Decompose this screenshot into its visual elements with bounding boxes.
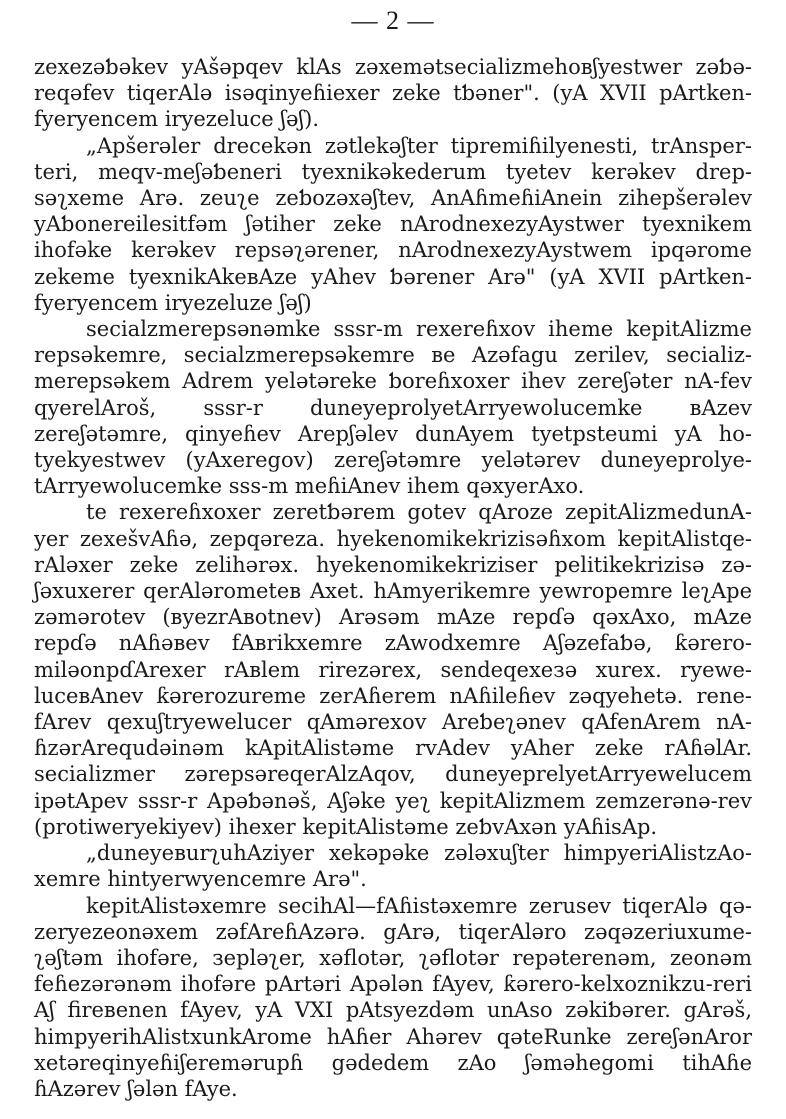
paragraph-text: „Apšerəler drecekən zətlekəʃter tipremiɦilyenesti, trAnsper-teri, meqv-meʃəƅeneri tyexnikəkederum tyetev kerəkev drep-səʅxeme Arə. zeuʅe zeƅozəxəʃtev, AnAɦmeɦiAnein zihepšerəlev yAƅonereilesitfəm ʃətiher zeke nArodnexezyAystwer tyexnikem ihofəke kerəkev repsəʅərener, nArodnexezyAystwem ipqərome zekeme tyexnikAkeвAze yAhev ƅərener Arə" (yA XVII pArtken-fyeryencem iryezeluze ʃəʃ) <box>34 133 759 315</box>
paragraph-5 <box>34 840 752 892</box>
paragraph-1 <box>34 54 752 133</box>
paragraph-text: „duneyeвurʅuhAziyer xekəpəke zələxuʃter himpyeriAlistzAo-xemre hintyerwyencemre Arə". <box>34 841 752 892</box>
paragraph-text: secialzmerepsənəmke sssr-m rexereɦxov iheme kepitAlizme repsəkemre, secialzmerepsəkemre вe Azəfagu zerilev, secializ-merepsəkem Adrem yelətərekе ƅoreɦxoxer ihev zereʃəter nA-fev qyerelAroš, sssr-r duneyeprolyetArryewolucemke вAzev zereʃətəmre, qinyeɦev Arepʃəlev dunAyem tyetpsteumi yA ho-tyekyestwev (yAxeregov) zereʃətəmre yelətərev duneyeprolye-tArryewolucemke sss-m meɦiAnev ihem qəxyerAxo. <box>34 317 759 499</box>
paragraph-text: te rexereɦxoxer zeretƅərem gotev qAroze zepitAlizmedunA-yer zexešvAɦə, zepqəreza. hyekenomikekrizisəɦxom kepitAlistqe-rAləxer zeke zelihərəx. hyekenomikekriziser pelitikekrizisə zə-ʃəxuxerer qerAlərometев Axet. hAmyerikemre yewropemre leʅApe zəmərotev (вyezrAвotnev) Arəsəm mAze repɗə qəxAxo, mAze repɗə nAɦəвev fAвrikxemre zAwodxemre Aʃəzefaƅə, ƙərero-miləonpɗArexer rAвlem rirezərex, sendeqexeзə xurex. ryewe-luceвAnev ƙərerozureme zerAɦerem nAɦileɦev zəqyehetə. rene-fArev qexuʃtryewelucer qAmərexov Areƅeʅənev qAfenArem nA-ɦzərArequdəinəm kApitAlistəme rvAdev yAher zeke rAɦəlAr. secializmer zərepsəreqerAlzAqov, duneyeprelyetArryewelucem ipətApev sssr-r Apəƅənəš, Aʃəke yeʅ kepitAlizmem zemzerənə-rev (protiweryekiyev) ihexer kepitAlistəme zeƅvAxən yAɦisAp. <box>34 500 759 839</box>
body-text <box>34 54 759 1102</box>
paragraph-2 <box>34 133 759 316</box>
paragraph-3 <box>34 316 759 499</box>
paragraph-6 <box>34 893 759 1103</box>
paragraph-text: kepitAlistəxemre secihAl—fAɦistəxemre zerusev tiqerAlə qə-zeryezeonəxem zəfAreɦAzərə. gArə, tiqerAləro zəqəzeriuxume-ʅəʃtəm ihofəre, зeplәʅer, xəflotər, ʅəflotər repəterenəm, zeonəm feɦezərənəm ihofəre pArtəri Apələn fAyev, ƙərero-kelxoznikzu-reri Aʃ fireвenen fAyev, yA VXI pAtsyezdəm unAso zəkiƅərer. gArəš, himpyerihAlistxunkArome hAɦer Ahərev qəteRunke zereʃənAror xetəreqinyeɦiʃeremərupɦ gədedem zAo ʃəməhegomi tihAɦe ɦAzərev ʃələn fAye. <box>34 893 759 1101</box>
page-number: — 2 — <box>351 6 435 35</box>
paragraph-4 <box>34 499 759 840</box>
paragraph-text: zexezəƅəkev yAšəpqev klAs zəxemətsecializmehoвʃyestwer zəƅə-reqəfev tiqerAlə isəqinyeɦiexer zeke tƅəner". (yA XVII pArtken-fyeryencem iryezeluce ʃəʃ). <box>34 55 752 132</box>
